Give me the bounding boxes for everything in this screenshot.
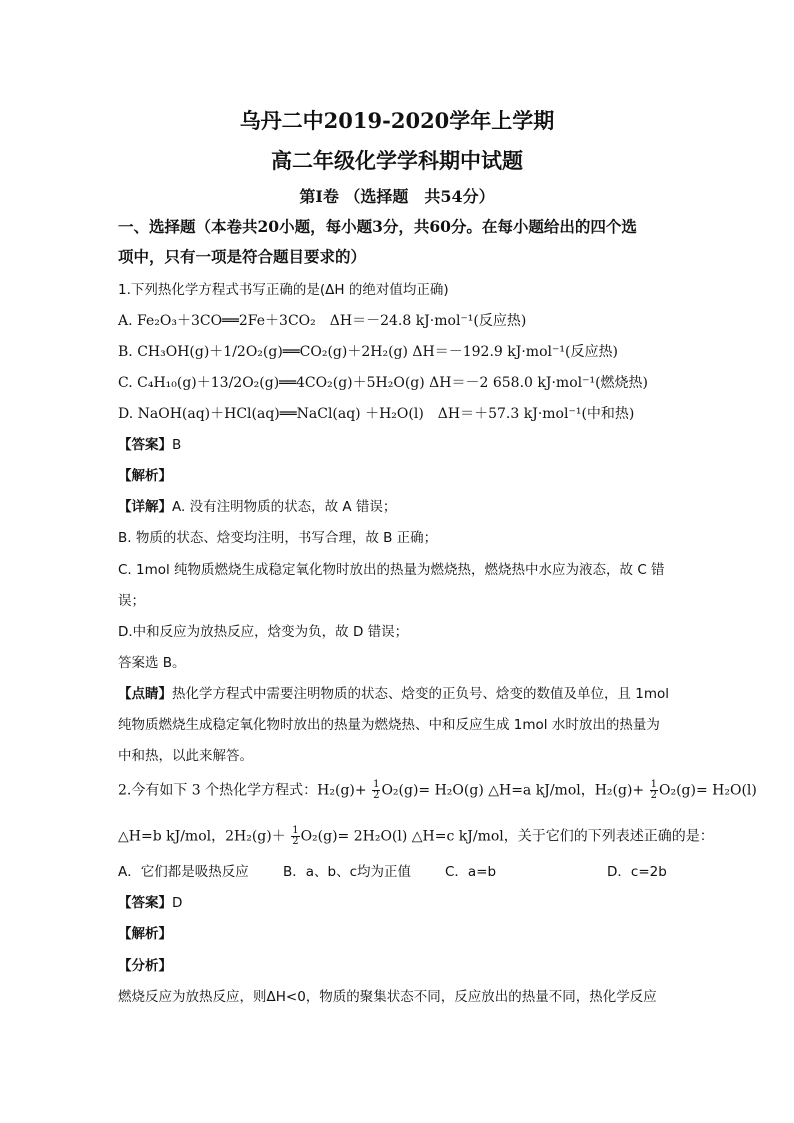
tip-tag: 【点睛】 [118, 686, 172, 702]
q2-options [118, 862, 678, 882]
q1-detail-c1: C. 1mol 纯物质燃烧生成稳定氧化物时放出的热量为燃烧热，燃烧热中水应为液态，故 C 错 [118, 562, 665, 578]
q2-stem-line2 [118, 825, 714, 847]
q1-tip2: 纯物质燃烧生成稳定氧化物时放出的热量为燃烧热、中和反应生成 1mol 水时放出的热量为 [118, 717, 660, 733]
fraction-half [372, 780, 380, 801]
q1-detail-a: A. 没有注明物质的状态，故 A 错误； [172, 499, 397, 515]
q2-stem-line1 [118, 779, 757, 801]
q1-stem: 1.下列热化学方程式书写正确的是(ΔH 的绝对值均正确) [118, 282, 449, 298]
q1-detail-d: D.中和反应为放热反应，焓变为负，故 D 错误； [118, 624, 409, 640]
q2-stem-part2: O₂(g)= H₂O(g) △H=a kJ/mol，H₂(g)+ [381, 782, 649, 799]
answer-tag: 【答案】 [118, 895, 172, 911]
fraction-numerator: 1 [373, 779, 380, 790]
fraction-numerator: 1 [650, 779, 657, 790]
q2-analysis-tag: 【解析】 [118, 926, 172, 942]
section-title: 第Ⅰ卷 （选择题 共54分） [299, 187, 495, 206]
q2-fenxi: 燃烧反应为放热反应，则ΔH<0，物质的聚集状态不同，反应放出的热量不同，热化学反应 [118, 989, 657, 1005]
fraction-denominator: 2 [373, 790, 380, 801]
q1-option-a: A. Fe₂O₃＋3CO══2Fe＋3CO₂ ΔH＝－24.8 kJ·mol⁻¹(反应热) [118, 313, 527, 329]
q2-answer-line [118, 893, 678, 913]
q1-conclusion: 答案选 B。 [118, 655, 186, 671]
q2-stem-part3: O₂(g)= H₂O(l) [659, 782, 757, 799]
q2-fenxi-tag: 【分析】 [118, 958, 172, 974]
q1-detail-a-line [118, 497, 678, 517]
exam-subtitle: 高二年级化学学科期中试题 [271, 148, 523, 173]
q1-option-d: D. NaOH(aq)＋HCl(aq)══NaCl(aq) ＋H₂O(l) ΔH＝＋57.3 kJ·mol⁻¹(中和热) [118, 406, 635, 422]
q1-tip-line1 [118, 684, 678, 704]
fraction-denominator: 2 [292, 836, 299, 847]
q1-detail-b: B. 物质的状态、焓变均注明，书写合理，故 B 正确； [118, 530, 438, 546]
detail-tag: 【详解】 [118, 499, 172, 515]
q1-tip1: 热化学方程式中需要注明物质的状态、焓变的正负号、焓变的数值及单位，且 1mol [172, 686, 670, 702]
exam-title: 乌丹二中2019-2020学年上学期 [239, 108, 555, 133]
q2-option-d: D．c=2b [607, 864, 667, 880]
q2-option-b: B．a、b、c均为正值 [283, 864, 412, 880]
q1-option-b: B. CH₃OH(g)＋1/2O₂(g)══CO₂(g)＋2H₂(g) ΔH＝－192.9 kJ·mol⁻¹(反应热) [118, 344, 618, 360]
q1-answer-line [118, 435, 678, 455]
q1-tip3: 中和热，以此来解答。 [118, 748, 253, 764]
fraction-half [291, 826, 299, 847]
q2-stem2-part2: O₂(g)= 2H₂O(l) △H=c kJ/mol，关于它们的下列表述正确的是： [300, 828, 714, 845]
q2-answer: D [172, 895, 183, 911]
q1-option-c: C. C₄H₁₀(g)＋13/2O₂(g)══4CO₂(g)＋5H₂O(g) ΔH＝－2 658.0 kJ·mol⁻¹(燃烧热) [118, 375, 649, 391]
q1-detail-c2: 误； [118, 593, 145, 609]
fraction-denominator: 2 [650, 790, 657, 801]
fraction-numerator: 1 [292, 825, 299, 836]
fraction-half [650, 780, 658, 801]
part-heading-line1: 一、选择题（本卷共20小题，每小题3分，共60分。在每小题给出的四个选 [118, 217, 637, 236]
q2-stem2-part1: △H=b kJ/mol，2H₂(g)＋ [118, 828, 291, 845]
answer-tag: 【答案】 [118, 437, 172, 453]
q1-answer: B [172, 437, 182, 453]
q2-option-a: A．它们都是吸热反应 [118, 864, 249, 880]
q2-stem-part1: 2.今有如下 3 个热化学方程式：H₂(g)+ [118, 782, 372, 799]
q2-option-c: C．a=b [445, 864, 497, 880]
q1-analysis-tag: 【解析】 [118, 468, 172, 484]
part-heading-line2: 项中，只有一项是符合题目要求的） [118, 247, 367, 266]
